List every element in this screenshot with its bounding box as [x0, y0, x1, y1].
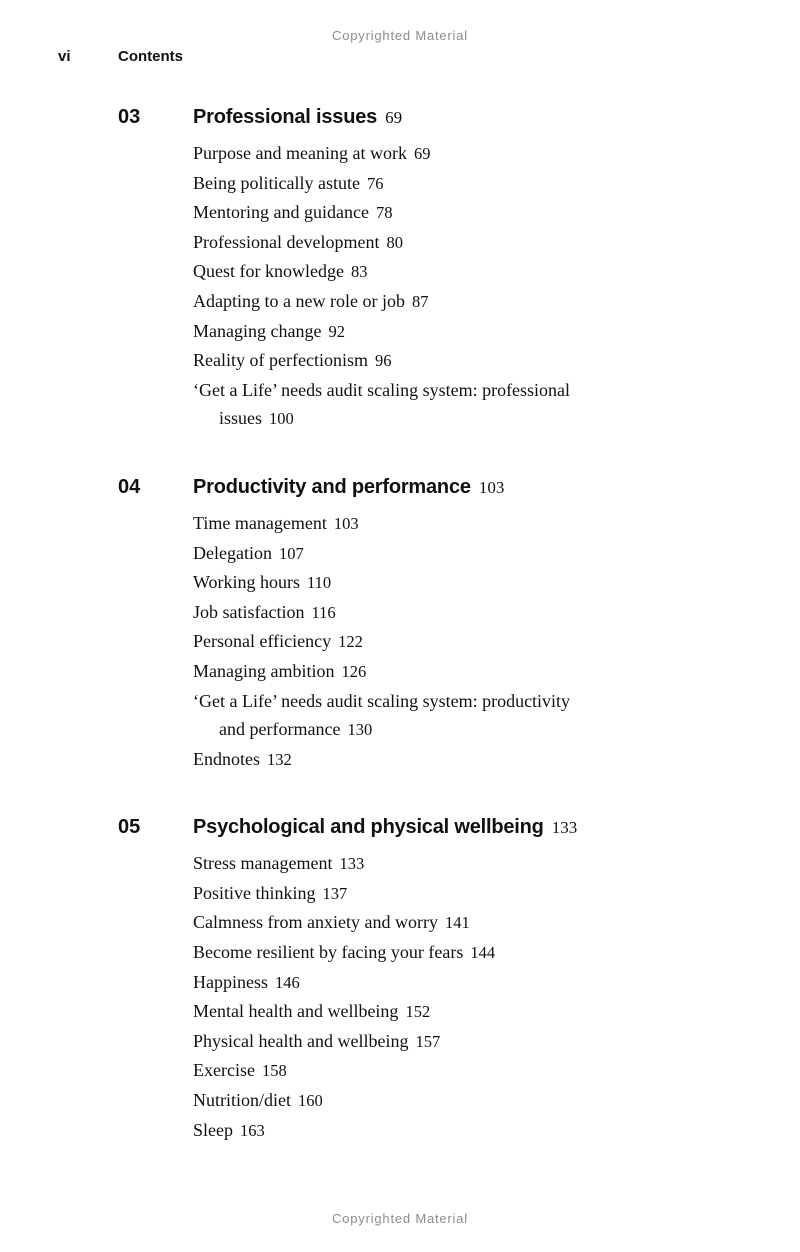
toc-entry	[193, 938, 738, 968]
entry-page-number: 80	[386, 232, 403, 252]
entry-title: Managing change	[193, 320, 322, 341]
entry-page-number: 100	[269, 409, 294, 429]
chapter-number: 04	[118, 475, 141, 498]
toc-entry	[193, 908, 738, 938]
entry-title: Nutrition/diet	[193, 1090, 291, 1111]
entry-page-number: 141	[444, 913, 470, 933]
entry-title: Stress management	[193, 853, 333, 874]
entry-title: ‘Get a Life’ needs audit scaling system: professional issues	[193, 379, 571, 429]
entry-title: Happiness	[193, 971, 268, 992]
chapter-title: Psychological and physical wellbeing	[193, 816, 544, 839]
running-head: Contents	[118, 48, 183, 65]
toc-entry	[193, 346, 738, 376]
entry-title: Physical health and wellbeing	[193, 1030, 409, 1051]
entry-page-number: 103	[333, 513, 359, 533]
entry-title: Working hours	[193, 572, 301, 593]
chapter-number: 05	[118, 816, 141, 839]
entry-title: Personal efficiency	[193, 631, 332, 652]
chapter-title: Productivity and performance	[193, 475, 471, 498]
page-header	[58, 48, 183, 65]
entry-title: Become resilient by facing your fears	[193, 942, 464, 963]
toc-chapter	[118, 472, 738, 774]
entry-title: Reality of perfectionism	[193, 350, 368, 371]
entry-page-number: 152	[405, 1002, 431, 1022]
toc-entry	[193, 198, 738, 228]
entry-page-number: 78	[375, 203, 393, 223]
toc-entry	[193, 1116, 738, 1146]
entry-page-number: 83	[350, 262, 368, 282]
toc-entry	[193, 745, 738, 775]
entry-page-number: 116	[311, 602, 336, 622]
entry-title: Mental health and wellbeing	[193, 1001, 399, 1022]
entry-page-number: 158	[261, 1061, 287, 1081]
toc-entry	[193, 287, 738, 317]
toc-entry	[193, 627, 738, 657]
entry-title: Calmness from anxiety and worry	[193, 912, 438, 933]
toc-entry	[193, 376, 738, 434]
toc-entry	[193, 169, 738, 199]
chapter-entries	[118, 849, 738, 1145]
entry-page-number: 130	[347, 720, 373, 740]
toc-entry	[193, 228, 738, 258]
entry-title: Exercise	[193, 1060, 255, 1081]
toc-entry	[193, 509, 738, 539]
entry-title: Mentoring and guidance	[193, 202, 369, 223]
toc-entry	[193, 687, 738, 745]
entry-page-number: 126	[341, 661, 367, 681]
entry-page-number: 76	[366, 173, 384, 193]
toc-entry	[193, 1086, 738, 1116]
chapter-heading	[118, 102, 738, 133]
entry-page-number: 96	[374, 351, 392, 371]
copyright-notice-bottom: Copyrighted Material	[332, 1211, 468, 1226]
entry-title: Quest for knowledge	[193, 261, 344, 282]
chapter-title: Professional issues	[193, 106, 378, 128]
entry-page-number: 69	[413, 144, 431, 163]
entry-page-number: 160	[298, 1091, 323, 1111]
chapter-heading	[118, 472, 738, 503]
toc-entry	[193, 849, 738, 879]
toc-entry	[193, 1027, 738, 1057]
chapter-page-number: 103	[478, 477, 505, 497]
chapter-page-number: 133	[551, 818, 578, 838]
entry-title: Adapting to a new role or job	[193, 290, 405, 311]
toc-entry	[193, 139, 738, 169]
chapter-entries	[118, 509, 738, 774]
entry-page-number: 92	[328, 321, 345, 341]
entry-page-number: 132	[267, 749, 292, 769]
toc-entry	[193, 997, 738, 1027]
toc-entry	[193, 598, 738, 628]
entry-title: Endnotes	[193, 748, 260, 769]
toc-entry	[193, 568, 738, 598]
copyright-notice-top: Copyrighted Material	[332, 28, 468, 43]
entry-title: Professional development	[193, 231, 380, 252]
chapter-page-number: 69	[385, 108, 403, 127]
entry-page-number: 133	[339, 854, 365, 874]
entry-title: Being politically astute	[193, 172, 360, 193]
entry-title: Purpose and meaning at work	[193, 143, 407, 163]
toc-entry	[193, 657, 738, 687]
entry-page-number: 87	[411, 291, 429, 311]
entry-title: Time management	[193, 512, 327, 533]
entry-page-number: 163	[240, 1120, 265, 1140]
toc-entry	[193, 539, 738, 569]
entry-page-number: 137	[322, 883, 348, 903]
entry-title: Delegation	[193, 542, 272, 563]
entry-page-number: 107	[278, 543, 304, 563]
toc-chapters	[118, 102, 738, 1145]
page-folio: vi	[58, 48, 71, 65]
entry-title: ‘Get a Life’ needs audit scaling system: productivity and performance	[193, 690, 571, 740]
entry-title: Positive thinking	[193, 882, 316, 903]
entry-title: Job satisfaction	[193, 601, 305, 622]
toc-chapter	[118, 812, 738, 1145]
chapter-entries	[118, 139, 738, 434]
entry-page-number: 110	[307, 573, 332, 593]
chapter-heading	[118, 812, 738, 843]
entry-page-number: 144	[470, 943, 496, 963]
toc-entry	[193, 1056, 738, 1086]
toc-entry	[193, 879, 738, 909]
toc-entry	[193, 257, 738, 287]
toc-chapter	[118, 102, 738, 434]
entry-title: Managing ambition	[193, 660, 335, 681]
entry-title: Sleep	[193, 1119, 233, 1140]
chapter-number: 03	[118, 106, 141, 128]
entry-page-number: 157	[415, 1031, 441, 1051]
toc-entry	[193, 968, 738, 998]
entry-page-number: 122	[338, 632, 363, 652]
toc-entry	[193, 317, 738, 347]
entry-page-number: 146	[275, 972, 300, 992]
